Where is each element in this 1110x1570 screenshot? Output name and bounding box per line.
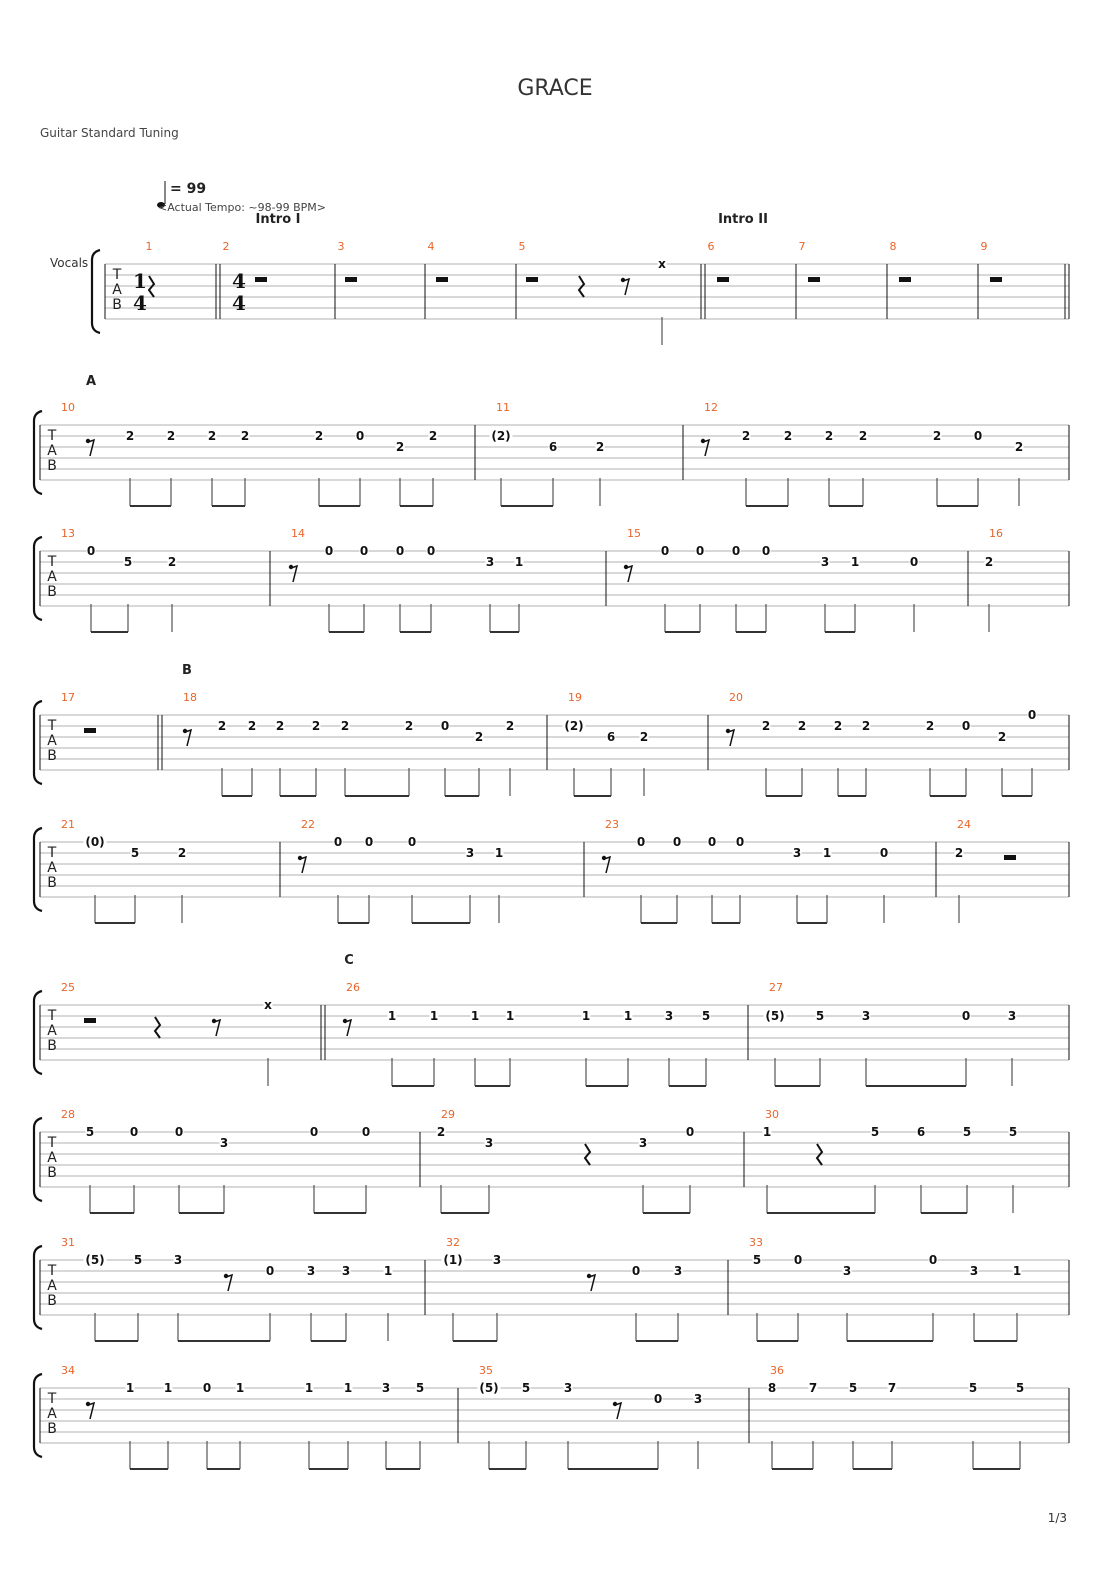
bar-number: 1 <box>145 240 153 253</box>
bar-number: 5 <box>518 240 526 253</box>
page-indicator: 1/3 <box>1047 1511 1067 1525</box>
fret-number: 2 <box>861 719 871 733</box>
fret-number: 2 <box>932 429 942 443</box>
tab-clef-letter: T <box>47 428 57 444</box>
staff-system <box>34 818 1069 923</box>
tab-clef-letter: A <box>47 443 57 459</box>
fret-number: 2 <box>207 429 217 443</box>
fret-number: (2) <box>491 429 511 443</box>
fret-number: 0 <box>1027 708 1037 722</box>
fret-number: 0 <box>731 544 741 558</box>
bar-number: 18 <box>183 691 197 704</box>
fret-number: 7 <box>887 1381 897 1395</box>
fret-number: 1 <box>850 555 860 569</box>
bar-number: 15 <box>627 527 641 540</box>
fret-number: 0 <box>735 835 745 849</box>
fret-number: 0 <box>973 429 983 443</box>
track-name: Vocals <box>50 256 89 270</box>
eighth-rest-stroke <box>615 1403 621 1419</box>
bar-number: 4 <box>427 240 435 253</box>
bar-number: 11 <box>496 401 510 414</box>
fret-number: 2 <box>395 440 405 454</box>
bar-number: 36 <box>770 1364 784 1377</box>
fret-number: 0 <box>407 835 417 849</box>
fret-number: 3 <box>341 1264 351 1278</box>
fret-number: 3 <box>792 846 802 860</box>
half-rest-icon <box>84 1018 96 1023</box>
fret-number: 0 <box>426 544 436 558</box>
tab-clef-letter: B <box>47 458 57 474</box>
half-rest-icon <box>526 277 538 282</box>
fret-number: 5 <box>85 1125 95 1139</box>
fret-number: 0 <box>660 544 670 558</box>
system-bracket <box>92 250 100 333</box>
fret-number: 1 <box>383 1264 393 1278</box>
fret-number: 1 <box>163 1381 173 1395</box>
system-bracket <box>34 1118 42 1201</box>
fret-number: 0 <box>685 1125 695 1139</box>
tab-clef-letter: B <box>47 584 57 600</box>
fret-number: 0 <box>364 835 374 849</box>
tab-clef-letter: B <box>47 1421 57 1437</box>
fret-number: (2) <box>564 719 584 733</box>
tab-clef-letter: T <box>47 718 57 734</box>
fret-number: 3 <box>485 555 495 569</box>
quarter-rest-icon <box>579 276 584 297</box>
eighth-rest-stroke <box>300 857 306 873</box>
fret-number: 0 <box>631 1264 641 1278</box>
fret-number: 3 <box>969 1264 979 1278</box>
bar-number: 26 <box>346 981 360 994</box>
time-signature-numerator: 1 <box>133 269 147 293</box>
fret-number: 3 <box>638 1136 648 1150</box>
bar-number: 3 <box>337 240 345 253</box>
fret-number: 2 <box>639 730 649 744</box>
bar-number: 23 <box>605 818 619 831</box>
fret-number: 2 <box>177 846 187 860</box>
time-signature-denominator: 4 <box>232 291 246 315</box>
fret-number: 5 <box>1015 1381 1025 1395</box>
bar-number: 34 <box>61 1364 75 1377</box>
fret-number: 5 <box>130 846 140 860</box>
bar-number: 16 <box>989 527 1003 540</box>
section-label: Intro I <box>255 212 301 227</box>
fret-number: 0 <box>961 1009 971 1023</box>
tab-clef-letter: B <box>47 748 57 764</box>
eighth-rest-stroke <box>604 857 610 873</box>
tab-clef-letter: A <box>47 1023 57 1039</box>
tab-clef-letter: A <box>47 1278 57 1294</box>
fret-number: 1 <box>387 1009 397 1023</box>
fret-number: 2 <box>833 719 843 733</box>
fret-number: 0 <box>793 1253 803 1267</box>
tab-clef-letter: A <box>47 1150 57 1166</box>
fret-number: 2 <box>741 429 751 443</box>
fret-number: 5 <box>848 1381 858 1395</box>
fret-number: 1 <box>125 1381 135 1395</box>
tempo-note: <Actual Tempo: ~98-99 BPM> <box>158 201 326 214</box>
half-rest-icon <box>990 277 1002 282</box>
eighth-rest-stroke <box>185 730 191 746</box>
fret-number: 6 <box>916 1125 926 1139</box>
tab-clef-letter: T <box>112 267 122 283</box>
tab-clef-letter: T <box>47 845 57 861</box>
eighth-rest-stroke <box>291 566 297 582</box>
tempo-value: = 99 <box>170 181 207 197</box>
staff-system <box>34 1236 1069 1341</box>
tab-clef-letter: T <box>47 554 57 570</box>
fret-number: 0 <box>707 835 717 849</box>
tab-clef-letter: B <box>47 1293 57 1309</box>
fret-number: 3 <box>842 1264 852 1278</box>
tab-clef-letter: B <box>112 297 122 313</box>
fret-number: 2 <box>997 730 1007 744</box>
fret-number: 2 <box>167 555 177 569</box>
fret-number: 2 <box>311 719 321 733</box>
fret-number: 1 <box>623 1009 633 1023</box>
fret-number: 2 <box>428 429 438 443</box>
staff-system <box>34 401 1069 506</box>
fret-number: 0 <box>961 719 971 733</box>
fret-number: 0 <box>672 835 682 849</box>
staff-system <box>34 1364 1069 1469</box>
fret-number: 5 <box>968 1381 978 1395</box>
fret-number: 2 <box>954 846 964 860</box>
bar-number: 21 <box>61 818 75 831</box>
fret-number: 0 <box>202 1381 212 1395</box>
fret-number: 5 <box>752 1253 762 1267</box>
bar-number: 28 <box>61 1108 75 1121</box>
bar-number: 17 <box>61 691 75 704</box>
fret-number: 5 <box>415 1381 425 1395</box>
half-rest-icon <box>808 277 820 282</box>
eighth-rest-stroke <box>589 1275 595 1291</box>
fret-number: 2 <box>595 440 605 454</box>
fret-number: 0 <box>909 555 919 569</box>
system-bracket <box>34 991 42 1074</box>
fret-number: 2 <box>436 1125 446 1139</box>
fret-number: 0 <box>395 544 405 558</box>
fret-number: 3 <box>465 846 475 860</box>
fret-number: 5 <box>521 1381 531 1395</box>
fret-number: 1 <box>762 1125 772 1139</box>
fret-number: 0 <box>359 544 369 558</box>
fret-number: 5 <box>1008 1125 1018 1139</box>
bar-number: 12 <box>704 401 718 414</box>
bar-number: 9 <box>980 240 988 253</box>
tab-clef-letter: A <box>47 1406 57 1422</box>
fret-number: 3 <box>664 1009 674 1023</box>
fret-number: 2 <box>275 719 285 733</box>
section-label: C <box>344 953 354 968</box>
fret-number: (1) <box>443 1253 463 1267</box>
fret-number: 2 <box>340 719 350 733</box>
fret-number: 2 <box>1014 440 1024 454</box>
eighth-rest-stroke <box>703 440 709 456</box>
tab-clef-letter: B <box>47 1038 57 1054</box>
quarter-rest-icon <box>585 1144 590 1165</box>
fret-number: 1 <box>581 1009 591 1023</box>
bar-number: 24 <box>957 818 971 831</box>
fret-number: 0 <box>695 544 705 558</box>
fret-number: 1 <box>470 1009 480 1023</box>
bar-number: 14 <box>291 527 305 540</box>
fret-number: 2 <box>984 555 994 569</box>
fret-number: (5) <box>85 1253 105 1267</box>
fret-number: (0) <box>85 835 105 849</box>
fret-number: 0 <box>761 544 771 558</box>
fret-number: x <box>264 998 272 1012</box>
fret-number: 3 <box>173 1253 183 1267</box>
fret-number: 2 <box>824 429 834 443</box>
system-bracket <box>34 1246 42 1329</box>
eighth-rest-stroke <box>626 566 632 582</box>
quarter-rest-icon <box>149 276 154 297</box>
fret-number: 0 <box>86 544 96 558</box>
fret-number: 6 <box>606 730 616 744</box>
fret-number: 2 <box>925 719 935 733</box>
fret-number: 0 <box>879 846 889 860</box>
fret-number: 1 <box>304 1381 314 1395</box>
eighth-rest-stroke <box>226 1275 232 1291</box>
half-rest-icon <box>899 277 911 282</box>
time-signature-numerator: 4 <box>232 269 246 293</box>
fret-number: 0 <box>324 544 334 558</box>
fret-number: 0 <box>265 1264 275 1278</box>
fret-number: 3 <box>219 1136 229 1150</box>
staff-systems <box>34 212 1069 1469</box>
bar-number: 33 <box>749 1236 763 1249</box>
tab-clef-letter: A <box>47 733 57 749</box>
system-bracket <box>34 828 42 911</box>
bar-number: 8 <box>889 240 897 253</box>
half-rest-icon <box>84 728 96 733</box>
fret-number: 3 <box>693 1392 703 1406</box>
tab-clef-letter: T <box>47 1008 57 1024</box>
fret-number: 3 <box>673 1264 683 1278</box>
fret-number: 2 <box>505 719 515 733</box>
fret-number: 3 <box>484 1136 494 1150</box>
fret-number: 6 <box>548 440 558 454</box>
section-label: B <box>182 663 192 678</box>
quarter-rest-icon <box>817 1144 822 1165</box>
fret-number: 2 <box>783 429 793 443</box>
system-bracket <box>34 411 42 494</box>
bar-number: 35 <box>479 1364 493 1377</box>
eighth-rest-stroke <box>345 1020 351 1036</box>
bar-number: 6 <box>707 240 715 253</box>
fret-number: 1 <box>505 1009 515 1023</box>
tab-clef-letter: A <box>47 569 57 585</box>
half-rest-icon <box>436 277 448 282</box>
fret-number: 1 <box>343 1381 353 1395</box>
bar-number: 7 <box>798 240 806 253</box>
tab-clef-letter: B <box>47 1165 57 1181</box>
bar-number: 29 <box>441 1108 455 1121</box>
time-signature-denominator: 4 <box>133 291 147 315</box>
fret-number: x <box>658 257 666 271</box>
fret-number: 0 <box>333 835 343 849</box>
fret-number: 1 <box>514 555 524 569</box>
bar-number: 20 <box>729 691 743 704</box>
fret-number: 0 <box>440 719 450 733</box>
fret-number: 3 <box>563 1381 573 1395</box>
fret-number: (5) <box>765 1009 785 1023</box>
fret-number: 0 <box>653 1392 663 1406</box>
fret-number: 0 <box>309 1125 319 1139</box>
fret-number: 1 <box>494 846 504 860</box>
bar-number: 22 <box>301 818 315 831</box>
fret-number: 2 <box>217 719 227 733</box>
fret-number: 1 <box>235 1381 245 1395</box>
fret-number: 2 <box>314 429 324 443</box>
bar-number: 13 <box>61 527 75 540</box>
fret-number: 0 <box>129 1125 139 1139</box>
fret-number: 2 <box>474 730 484 744</box>
fret-number: 5 <box>701 1009 711 1023</box>
fret-number: 0 <box>636 835 646 849</box>
bar-number: 10 <box>61 401 75 414</box>
tuning-label: Guitar Standard Tuning <box>40 126 179 140</box>
quarter-rest-icon <box>155 1017 160 1038</box>
eighth-rest-stroke <box>623 279 629 295</box>
song-title: GRACE <box>517 76 593 101</box>
fret-number: 8 <box>767 1381 777 1395</box>
fret-number: 5 <box>815 1009 825 1023</box>
tempo-marking <box>157 181 326 214</box>
tab-clef-letter: A <box>112 282 122 298</box>
fret-number: 3 <box>492 1253 502 1267</box>
bar-number: 30 <box>765 1108 779 1121</box>
staff-system <box>92 240 1069 345</box>
fret-number: 5 <box>133 1253 143 1267</box>
fret-number: 0 <box>355 429 365 443</box>
fret-number: 1 <box>1012 1264 1022 1278</box>
system-bracket <box>34 1374 42 1457</box>
staff-system <box>34 981 1069 1086</box>
bar-number: 32 <box>446 1236 460 1249</box>
half-rest-icon <box>345 277 357 282</box>
fret-number: 3 <box>306 1264 316 1278</box>
fret-number: 2 <box>761 719 771 733</box>
bar-number: 2 <box>222 240 230 253</box>
fret-number: 2 <box>240 429 250 443</box>
bar-number: 19 <box>568 691 582 704</box>
tab-clef-letter: B <box>47 875 57 891</box>
eighth-rest-stroke <box>88 440 94 456</box>
fret-number: 0 <box>361 1125 371 1139</box>
fret-number: 5 <box>123 555 133 569</box>
tab-clef-letter: T <box>47 1135 57 1151</box>
fret-number: 3 <box>381 1381 391 1395</box>
fret-number: 2 <box>125 429 135 443</box>
bar-number: 27 <box>769 981 783 994</box>
section-label: A <box>85 374 97 389</box>
eighth-rest-stroke <box>88 1403 94 1419</box>
fret-number: 1 <box>429 1009 439 1023</box>
fret-number: 3 <box>1007 1009 1017 1023</box>
fret-number: 2 <box>858 429 868 443</box>
tab-clef-letter: T <box>47 1391 57 1407</box>
fret-number: 7 <box>808 1381 818 1395</box>
tab-clef-letter: T <box>47 1263 57 1279</box>
fret-number: 2 <box>166 429 176 443</box>
half-rest-icon <box>1004 855 1016 860</box>
fret-number: 2 <box>797 719 807 733</box>
staff-system <box>34 527 1069 632</box>
fret-number: 2 <box>404 719 414 733</box>
fret-number: 5 <box>870 1125 880 1139</box>
fret-number: 0 <box>174 1125 184 1139</box>
staff-system <box>34 1108 1069 1213</box>
staff-system <box>34 691 1069 796</box>
tab-clef-letter: A <box>47 860 57 876</box>
fret-number: 2 <box>247 719 257 733</box>
fret-number: 0 <box>928 1253 938 1267</box>
eighth-rest-stroke <box>214 1020 220 1036</box>
fret-number: 3 <box>861 1009 871 1023</box>
system-bracket <box>34 701 42 784</box>
half-rest-icon <box>717 277 729 282</box>
fret-number: 1 <box>822 846 832 860</box>
fret-number: 3 <box>820 555 830 569</box>
system-bracket <box>34 537 42 620</box>
half-rest-icon <box>255 277 267 282</box>
section-label: Intro II <box>718 212 768 227</box>
fret-number: 5 <box>962 1125 972 1139</box>
bar-number: 31 <box>61 1236 75 1249</box>
eighth-rest-stroke <box>728 730 734 746</box>
bar-number: 25 <box>61 981 75 994</box>
fret-number: (5) <box>479 1381 499 1395</box>
